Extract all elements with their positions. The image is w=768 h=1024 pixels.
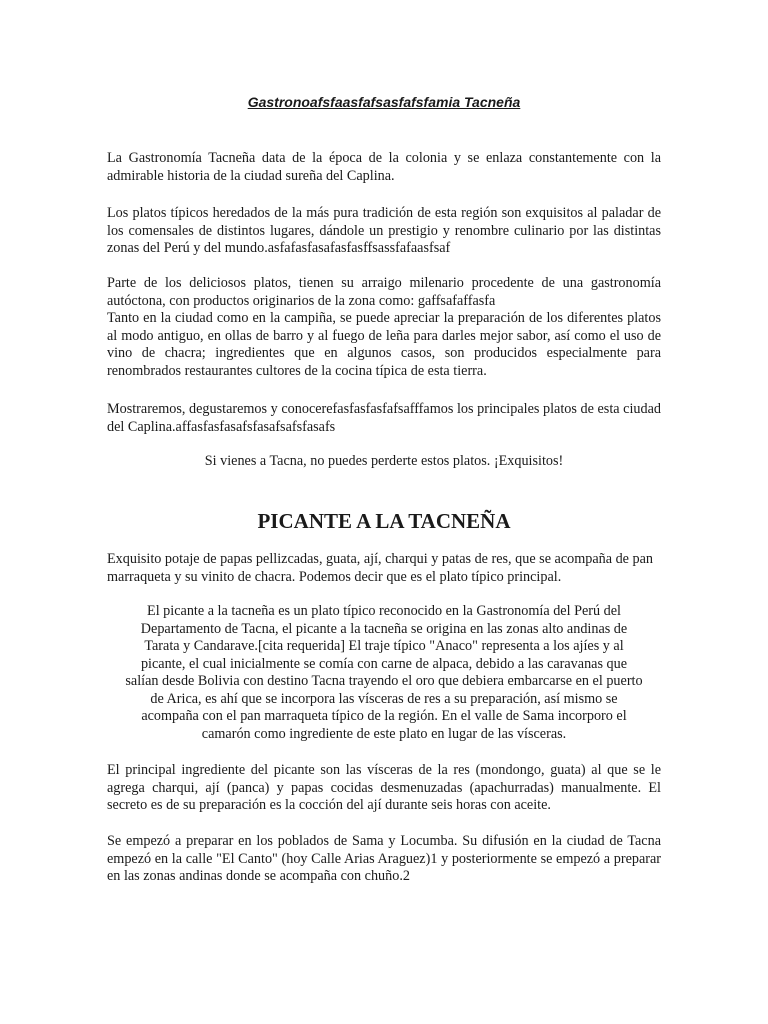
section-paragraph-description: Exquisito potaje de papas pellizcadas, guata, ají, charqui y patas de res, que se acompaña de pan marraqueta y su vinito de chacra. Podemos decir que es el plato típico principal. xyxy=(107,551,654,585)
intro-paragraph-showcase: Mostraremos, degustaremos y conocerefasfasfasfafsafffamos los principales platos de esta ciudad del Caplina.affasfasfasafsfasafsafsfasafs xyxy=(107,401,661,435)
intro-paragraph-ancient-roots: Parte de los deliciosos platos, tienen su arraigo milenario procedente de una gastronomía autóctona, con productos originarios de la zona como: gaffsafaffasfa xyxy=(107,275,661,309)
document-title: Gastronoafsfaasfafsasfafsfamia Tacneña xyxy=(247,94,521,110)
section-paragraph-ingredients: El principal ingrediente del picante son las vísceras de la res (mondongo, guata) al que se le agrega charqui, ají (panca) y papas cocidas desmenuzadas (apachurradas) manualmente. El secreto es de su preparación es la cocción del ají durante seis horas con aceite. xyxy=(107,762,661,813)
intro-paragraph-preparation: Tanto en la ciudad como en la campiña, se puede apreciar la preparación de los diferentes platos al modo antiguo, en ollas de barro y al fuego de leña para darles mejor sabor, así como el uso de vino de chacra; ingredientes que en algunos casos, son producidos especialmente para renombrados restaurantes cultores de la cocina típica de esta tierra. xyxy=(107,310,661,379)
document-page xyxy=(107,0,661,1024)
section-paragraph-origin-towns: Se empezó a preparar en los poblados de Sama y Locumba. Su difusión en la ciudad de Tacna empezó en la calle "El Canto" (hoy Calle Arias Araguez)1 y posteriormente se empezó a preparar en las zonas andinas donde se acompaña con chuño.2 xyxy=(107,833,661,884)
tagline: Si vienes a Tacna, no puedes perderte estos platos. ¡Exquisitos! xyxy=(204,453,564,469)
intro-paragraph-traditional-dishes: Los platos típicos heredados de la más pura tradición de esta región son exquisitos al paladar de los comensales de distintos lugares, dándole un prestigio y renombre culinario por las distintas zonas del Perú y del mundo.asfafasfasafasfasffsassfafaasfsaf xyxy=(107,205,661,256)
intro-paragraph-origin: La Gastronomía Tacneña data de la época de la colonia y se enlaza constantemente con la admirable historia de la ciudad sureña del Caplina. xyxy=(107,150,661,184)
section-heading-picante: PICANTE A LA TACNEÑA xyxy=(257,509,511,533)
section-paragraph-history: El picante a la tacneña es un plato típico reconocido en la Gastronomía del Perú del Departamento de Tacna, el picante a la tacneña se origina en las zonas alto andinas de Tarata y Candarave.[cita requerida] El traje típico "Anaco" representa a los ajíes y al picante, el cual inicialmente se comía con carne de alpaca, debido a las caravanas que salían desde Bolivia con destino Tacna trayendo el oro que debiera embarcarse en el puerto de Arica, es ahí que se incorpora las vísceras de res a su preparación, así mismo se acompaña con el pan marraqueta típico de la región. En el valle de Sama incorporo el camarón como ingrediente de este plato en lugar de las vísceras. xyxy=(125,603,643,742)
